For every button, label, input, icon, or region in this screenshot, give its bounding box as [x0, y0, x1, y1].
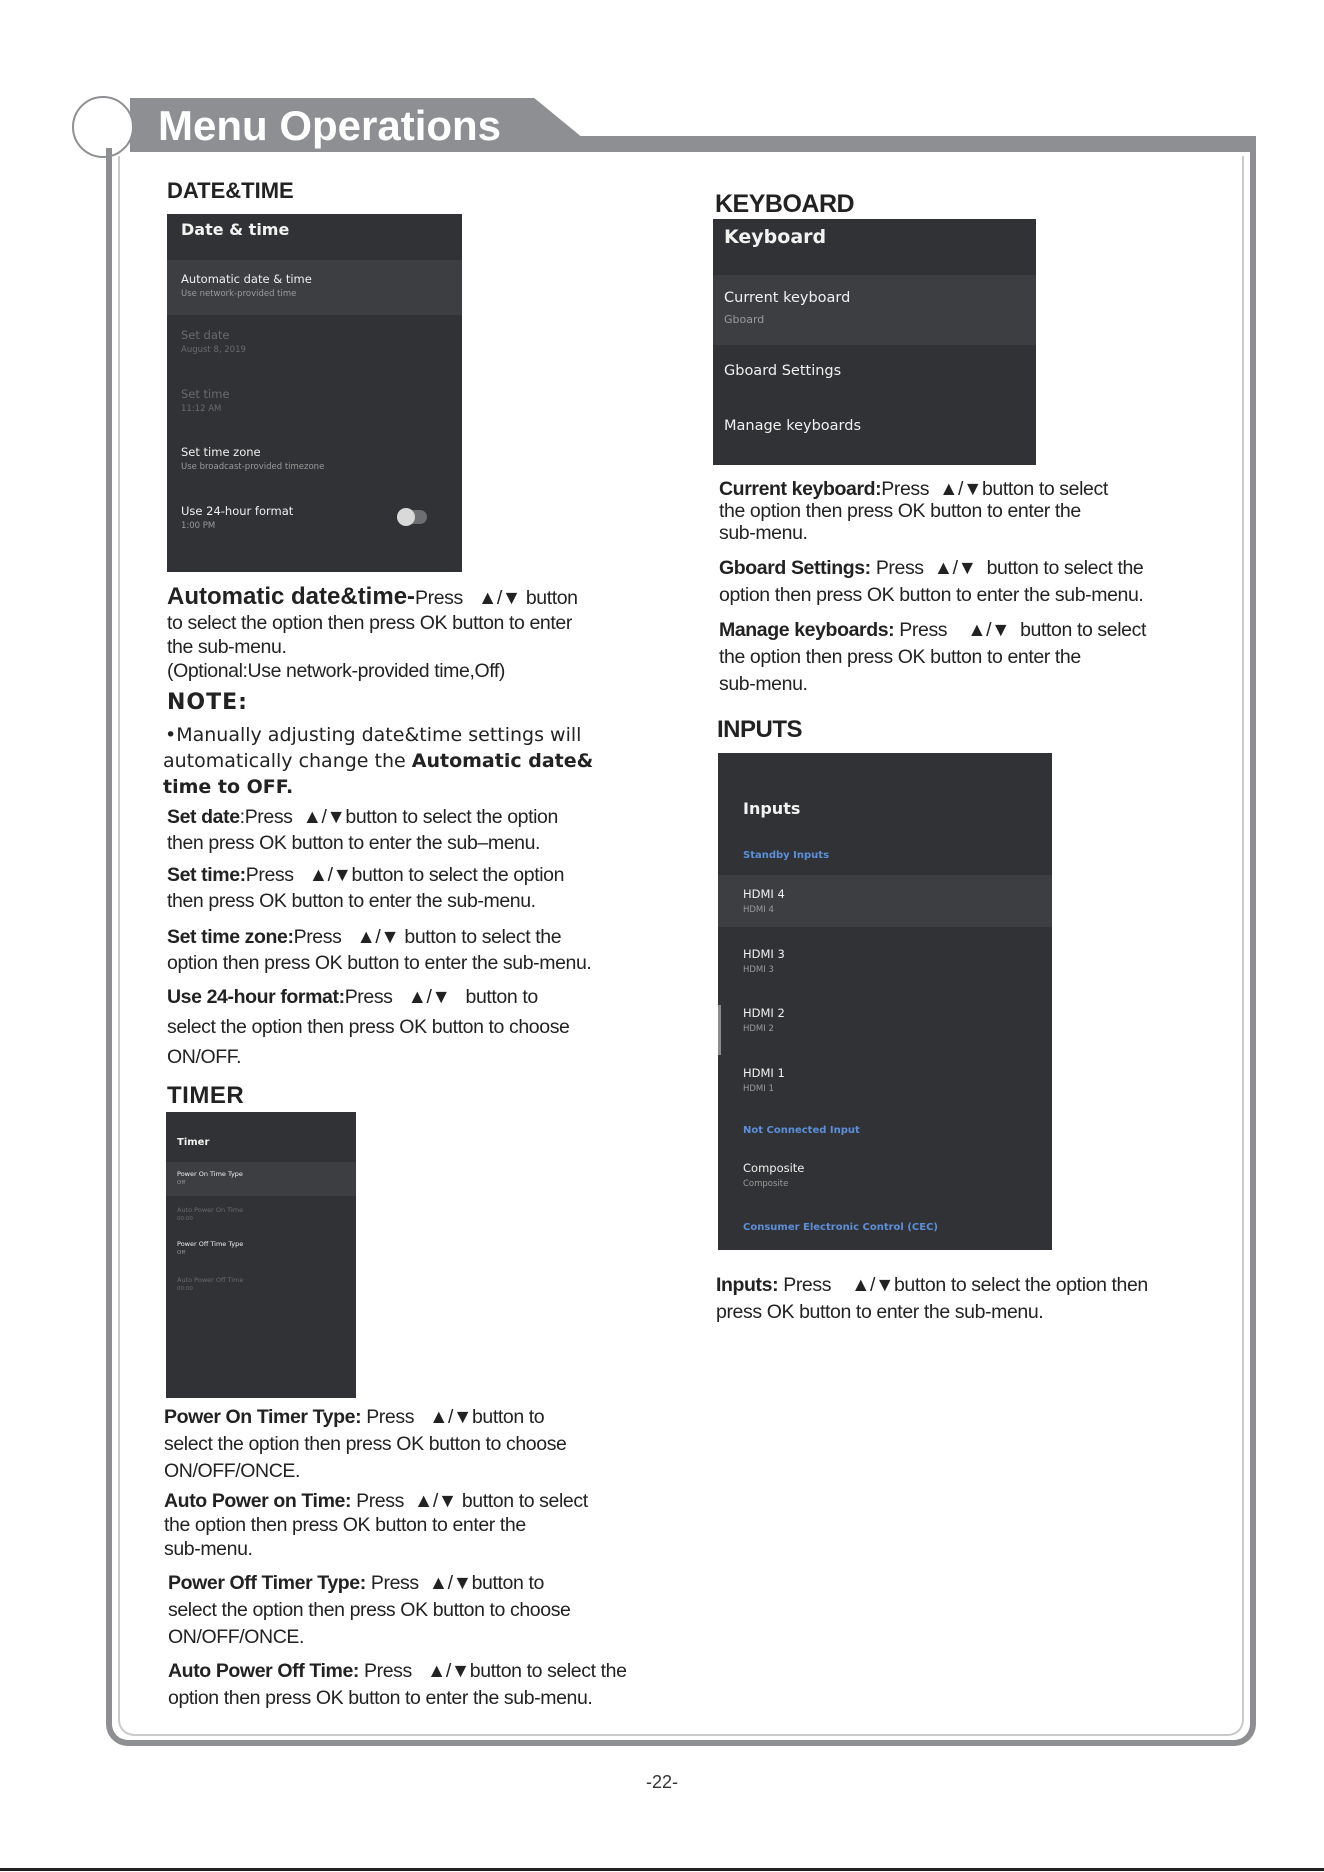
text-press: Press	[370, 1572, 419, 1594]
apon-line2: the option then press OK button to enter the	[164, 1514, 526, 1536]
menu-item-automatic-date-time[interactable]	[167, 260, 462, 315]
menu-item-auto-power-on-time[interactable]	[166, 1198, 356, 1232]
apoff-line1	[168, 1660, 627, 1683]
text: button to select the	[986, 557, 1144, 579]
inputs-heading: INPUTS	[717, 716, 803, 743]
text-press: Press	[783, 1274, 832, 1296]
note-heading: NOTE:	[167, 690, 248, 715]
menu-item-auto-power-off-time[interactable]	[166, 1268, 356, 1302]
cur-kb-line1	[719, 478, 1108, 501]
auto-datetime-line2: to select the option then press OK button to enter	[167, 612, 572, 634]
auto-datetime-line3: the sub-menu.	[167, 636, 287, 658]
menu-item-sub: Off	[177, 1250, 186, 1256]
text-press: Press	[366, 1406, 415, 1428]
menu-item-sub: Use broadcast-provided timezone	[181, 462, 325, 472]
page-title: Menu Operations	[158, 102, 502, 149]
menu-item-label: Set date	[181, 328, 230, 342]
input-item-label: HDMI 2	[743, 1006, 785, 1020]
text-press: :Press	[239, 806, 293, 828]
text: button to	[471, 1572, 544, 1594]
up-down-arrow-icon: ▲/▼	[967, 619, 1011, 641]
inputs-label: Inputs:	[716, 1274, 779, 1296]
datetime-screen-title: Date & time	[181, 220, 290, 239]
text-press: Press	[881, 478, 930, 500]
inputs-line2: press OK button to enter the sub-menu.	[716, 1301, 1044, 1323]
menu-item-set-time-zone[interactable]	[167, 437, 462, 487]
up-down-arrow-icon: ▲/▼	[407, 986, 451, 1008]
up-down-arrow-icon: ▲/▼	[429, 1406, 472, 1428]
toggle-knob	[397, 508, 415, 526]
text-press: Press	[364, 1660, 412, 1682]
menu-item-label: Automatic date & time	[181, 272, 312, 286]
text: button to select the option	[345, 806, 558, 828]
manage-kb-line1	[719, 619, 1146, 642]
note-line1: •Manually adjusting date&time settings will	[165, 724, 582, 746]
menu-item-power-on-time-type[interactable]	[166, 1162, 356, 1196]
auto-datetime-line4: (Optional:Use network-provided time,Off)	[167, 660, 506, 682]
input-item-hdmi-1[interactable]	[718, 1054, 1052, 1106]
gboard-line2: option then press OK button to enter the sub-menu.	[719, 584, 1144, 606]
input-item-sub: HDMI 1	[743, 1084, 774, 1094]
up-down-arrow-icon: ▲/▼	[428, 1572, 472, 1594]
text: button to select	[1020, 619, 1146, 641]
timer-screen	[166, 1112, 356, 1398]
apon-label: Auto Power on Time:	[164, 1490, 352, 1512]
input-item-label: HDMI 4	[743, 887, 785, 901]
apoff-line2: option then press OK button to enter the sub-menu.	[168, 1687, 593, 1709]
menu-item-sub: 11:12 AM	[181, 404, 222, 414]
input-item-composite[interactable]	[718, 1147, 1052, 1199]
focus-indicator	[718, 1005, 721, 1055]
cur-kb-line2: the option then press OK button to enter the	[719, 500, 1081, 522]
text-press: Press	[245, 864, 294, 886]
pon-type-label: Power On Timer Type:	[164, 1406, 362, 1428]
gboard-line1	[719, 557, 1143, 580]
text-press: Press	[415, 587, 463, 609]
menu-item-label: Auto Power Off Time	[177, 1276, 244, 1284]
menu-item-gboard-settings[interactable]	[713, 349, 1036, 401]
apoff-label: Auto Power Off Time:	[168, 1660, 359, 1682]
datetime-screen	[167, 214, 462, 572]
menu-item-label: Current keyboard	[724, 290, 851, 306]
gboard-label: Gboard Settings:	[719, 557, 871, 579]
input-item-hdmi-4[interactable]	[718, 875, 1052, 927]
inputs-line1	[716, 1274, 1148, 1297]
menu-item-sub: 00:00	[177, 1216, 193, 1222]
text: button to select the option	[351, 864, 565, 886]
up-down-arrow-icon: ▲/▼	[851, 1274, 894, 1296]
note-text: automatically change the	[163, 750, 412, 772]
note-line2	[163, 748, 593, 775]
text: button to	[471, 1406, 545, 1428]
menu-item-sub: Gboard	[724, 313, 765, 326]
keyboard-screen	[713, 219, 1036, 465]
auto-datetime-label: Automatic date&time-	[167, 583, 416, 610]
note-bold-text: Automatic date&	[411, 750, 594, 772]
set-time-line2: then press OK button to enter the sub-menu.	[167, 890, 536, 912]
text-press: Press	[344, 986, 393, 1008]
keyboard-heading: KEYBOARD	[715, 190, 855, 218]
page-header-banner	[72, 92, 1256, 152]
text-press: Press	[293, 926, 342, 948]
timer-heading: TIMER	[167, 1082, 245, 1109]
input-item-hdmi-2[interactable]	[718, 994, 1052, 1046]
set-zone-label: Set time zone:	[167, 926, 294, 948]
text: button to	[465, 986, 538, 1008]
menu-item-current-keyboard[interactable]	[713, 275, 1036, 345]
manage-kb-line2: the option then press OK button to enter the	[719, 646, 1081, 668]
input-item-label: Composite	[743, 1161, 805, 1175]
not-connected-header: Not Connected Input	[743, 1125, 860, 1136]
page-number: -22-	[645, 1772, 678, 1792]
text: button to select	[461, 1490, 588, 1512]
menu-item-sub: Use network-provided time	[181, 289, 297, 299]
text-button: button	[525, 587, 578, 609]
set-date-line1	[167, 806, 558, 829]
set-date-line2: then press OK button to enter the sub–menu.	[167, 832, 541, 854]
timer-screen-title: Timer	[177, 1137, 210, 1148]
datetime-heading: DATE&TIME	[167, 178, 294, 203]
poff-type-line3: ON/OFF/ONCE.	[168, 1626, 305, 1648]
menu-item-label: Set time zone	[181, 445, 261, 459]
poff-type-label: Power Off Timer Type:	[168, 1572, 366, 1594]
manage-kb-line3: sub-menu.	[719, 673, 808, 695]
set-zone-line1	[167, 926, 561, 949]
input-item-sub: Composite	[743, 1179, 789, 1189]
text-press: Press	[356, 1490, 404, 1512]
up-down-arrow-icon: ▲/▼	[477, 587, 521, 609]
input-item-label: HDMI 3	[743, 947, 785, 961]
menu-item-label: Auto Power On Time	[177, 1206, 244, 1214]
text: button to select	[981, 478, 1108, 500]
footer-rule	[0, 1868, 1324, 1871]
auto-datetime-line1	[167, 583, 578, 611]
set-time-line1	[167, 864, 564, 887]
h24-line2: select the option then press OK button to choose	[167, 1016, 570, 1038]
set-time-label: Set time:	[167, 864, 246, 886]
inputs-screen-title: Inputs	[743, 799, 801, 818]
cur-kb-line3: sub-menu.	[719, 522, 808, 544]
inputs-screen	[718, 753, 1052, 1250]
note-line3: time to OFF.	[163, 776, 294, 798]
24-hour-toggle[interactable]	[397, 510, 427, 524]
input-item-sub: HDMI 2	[743, 1024, 774, 1034]
up-down-arrow-icon: ▲/▼	[356, 926, 400, 948]
h24-line1	[167, 986, 538, 1009]
input-item-sub: HDMI 3	[743, 965, 774, 975]
menu-item-label: Manage keyboards	[724, 418, 862, 434]
set-zone-line2: option then press OK button to enter the sub-menu.	[167, 952, 592, 974]
cec-header: Consumer Electronic Control (CEC)	[743, 1222, 938, 1233]
menu-item-label: Power On Time Type	[177, 1170, 243, 1178]
cur-kb-label: Current keyboard:	[719, 478, 882, 500]
manage-kb-label: Manage keyboards:	[719, 619, 895, 641]
pon-type-line2: select the option then press OK button to choose	[164, 1433, 567, 1455]
pon-type-line3: ON/OFF/ONCE.	[164, 1460, 301, 1482]
apon-line1	[164, 1490, 588, 1513]
up-down-arrow-icon: ▲/▼	[933, 557, 977, 579]
up-down-arrow-icon: ▲/▼	[414, 1490, 457, 1512]
input-item-hdmi-3[interactable]	[718, 935, 1052, 987]
text-press: Press	[899, 619, 948, 641]
up-down-arrow-icon: ▲/▼	[308, 864, 352, 886]
poff-type-line1	[168, 1572, 544, 1595]
h24-label: Use 24-hour format:	[167, 986, 345, 1008]
menu-item-power-off-time-type[interactable]	[166, 1232, 356, 1266]
up-down-arrow-icon: ▲/▼	[939, 478, 982, 500]
input-item-sub: HDMI 4	[743, 905, 774, 915]
menu-item-manage-keyboards[interactable]	[713, 404, 1036, 456]
menu-item-sub: 1:00 PM	[181, 521, 216, 531]
menu-item-set-date[interactable]	[167, 320, 462, 370]
apon-line3: sub-menu.	[164, 1538, 253, 1560]
text-press: Press	[875, 557, 924, 579]
menu-item-sub: 00:00	[177, 1286, 193, 1292]
menu-item-label: Power Off Time Type	[177, 1240, 244, 1248]
up-down-arrow-icon: ▲/▼	[426, 1660, 470, 1682]
menu-item-label: Use 24-hour format	[181, 504, 294, 518]
standby-inputs-header: Standby Inputs	[743, 850, 830, 861]
menu-item-set-time[interactable]	[167, 379, 462, 429]
text: button to select the option then	[893, 1274, 1148, 1296]
menu-item-24-hour-format[interactable]	[167, 496, 462, 546]
poff-type-line2: select the option then press OK button to choose	[168, 1599, 571, 1621]
up-down-arrow-icon: ▲/▼	[302, 806, 346, 828]
text: button to select the	[469, 1660, 627, 1682]
input-item-label: HDMI 1	[743, 1066, 785, 1080]
keyboard-screen-title: Keyboard	[724, 226, 827, 248]
menu-item-label: Set time	[181, 387, 230, 401]
set-date-label: Set date	[167, 806, 240, 828]
text: button to select the	[404, 926, 562, 948]
menu-item-sub: August 8, 2019	[181, 345, 246, 355]
menu-item-sub: Off	[177, 1180, 186, 1186]
pon-type-line1	[164, 1406, 544, 1429]
h24-line3: ON/OFF.	[167, 1046, 242, 1068]
menu-item-label: Gboard Settings	[724, 363, 842, 379]
